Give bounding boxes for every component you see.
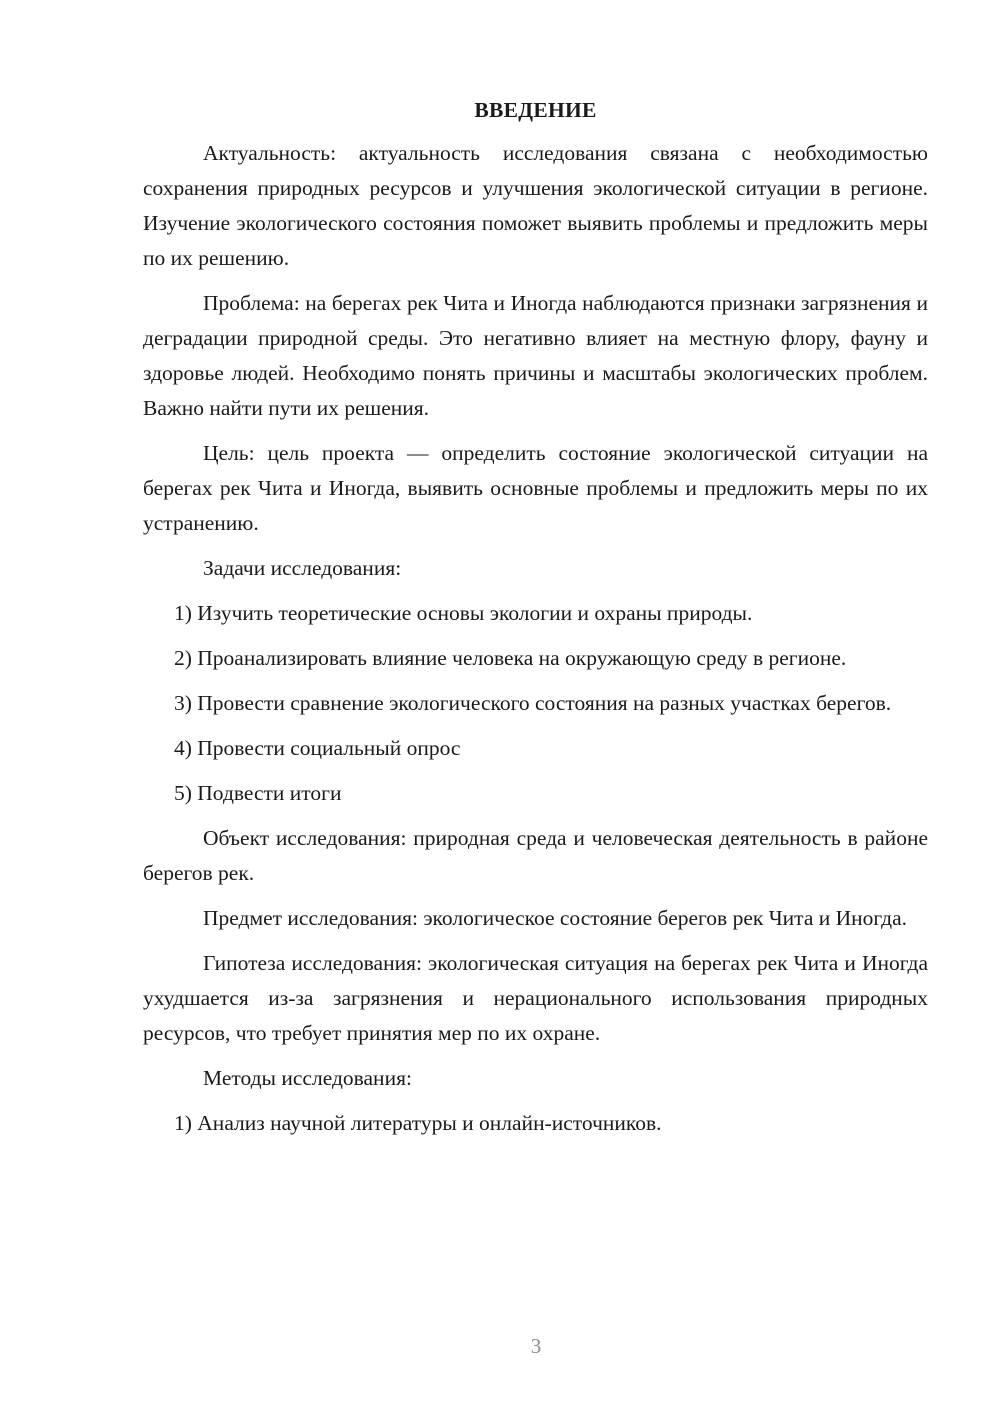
- list-item-task-1: 1) Изучить теоретические основы экологии и охраны природы.: [174, 601, 753, 625]
- paragraph-subject: Предмет исследования: экологическое состояние берегов рек Чита и Иногда.: [203, 906, 908, 930]
- paragraph-methods-heading: Методы исследования:: [203, 1066, 412, 1090]
- list-item-task-2: 2) Проанализировать влияние человека на окружающую среду в регионе.: [174, 646, 847, 670]
- paragraph-tasks-heading: Задачи исследования:: [203, 556, 402, 580]
- document-page: [143, 90, 928, 1151]
- paragraph-object: Объект исследования: природная среда и человеческая деятельность в районе берегов рек.: [143, 826, 928, 885]
- page-number: 3: [530, 1334, 542, 1358]
- section-heading: ВВЕДЕНИЕ: [474, 98, 597, 122]
- paragraph-goal: Цель: цель проекта — определить состояние экологической ситуации на берегах рек Чита и Иногда, выявить основные проблемы и предложить меры по их устранению.: [143, 441, 928, 535]
- paragraph-hypothesis: Гипотеза исследования: экологическая ситуация на берегах рек Чита и Иногда ухудшается из-за загрязнения и нерационального использования природных ресурсов, что требует принятия мер по их охране.: [143, 951, 928, 1045]
- paragraph-relevance: Актуальность: актуальность исследования связана с необходимостью сохранения природных ресурсов и улучшения экологической ситуации в регионе. Изучение экологического состояния поможет выявить проблемы и предложить меры по их решению.: [143, 141, 928, 270]
- list-item-task-3: 3) Провести сравнение экологического состояния на разных участках берегов.: [174, 691, 892, 715]
- list-item-task-5: 5) Подвести итоги: [174, 781, 342, 805]
- paragraph-problem: Проблема: на берегах рек Чита и Иногда наблюдаются признаки загрязнения и деградации природной среды. Это негативно влияет на местную флору, фауну и здоровье людей. Необходимо понять причины и масштабы экологических проблем. Важно найти пути их решения.: [143, 291, 928, 420]
- list-item-task-4: 4) Провести социальный опрос: [174, 736, 461, 760]
- list-item-method-1: 1) Анализ научной литературы и онлайн-источников.: [174, 1111, 662, 1135]
